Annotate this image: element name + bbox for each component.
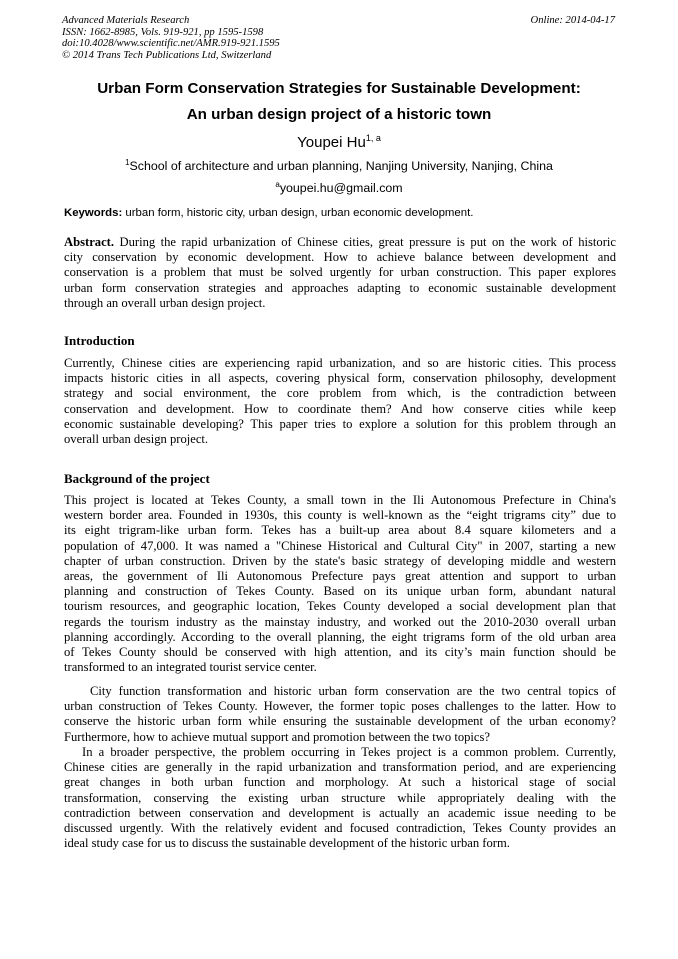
paper-title-line-1: Urban Form Conservation Strategies for Sustainable Development: xyxy=(97,80,581,97)
abstract xyxy=(64,235,616,311)
author-email[interactable]: youpei.hu@gmail.com xyxy=(279,181,403,195)
affiliation-superscript: 1 xyxy=(125,158,130,167)
text-line: conserve the historic urban form while ensuring the sustainable development of the urban economy? xyxy=(64,714,616,729)
background-paragraph-1 xyxy=(64,493,616,675)
text-line: Chinese cities are generally in the rapid urbanization and transformation period, and are experiencing xyxy=(64,760,616,775)
abstract-label: Abstract. xyxy=(64,235,115,249)
author-superscript: 1, a xyxy=(365,133,381,143)
journal-doi[interactable]: doi:10.4028/www.scientific.net/AMR.919-921.1595 xyxy=(62,38,280,50)
text-line: economic sustainable developing? This paper tries to explore a solution for this problem through an xyxy=(64,416,616,431)
author-name: Youpei Hu xyxy=(297,134,366,151)
background-paragraph-3 xyxy=(64,745,616,851)
text-line: overall urban design project. xyxy=(64,431,209,446)
text-line: impacts historic cities in all aspects, covering physical form, conservation philosophy, development xyxy=(64,371,616,386)
text-line: Furthermore, how to achieve mutual support and promotion between the two topics? xyxy=(64,729,490,744)
keywords-text: urban form, historic city, urban design, urban economic development. xyxy=(122,207,474,219)
text-line: areas, the government of Ili Autonomous Prefecture pays great attention and support to urban xyxy=(64,568,616,583)
text-line: of Tekes County should be conserved with high attention, and its city’s main function should be xyxy=(64,644,616,659)
journal-copyright: © 2014 Trans Tech Publications Ltd, Switzerland xyxy=(62,49,272,61)
journal-header xyxy=(62,15,615,61)
introduction-paragraph xyxy=(64,356,616,447)
keywords-label: Keywords: xyxy=(64,207,123,219)
abstract-line: through an overall urban design project. xyxy=(64,295,266,310)
introduction-heading: Introduction xyxy=(64,333,135,348)
author-email-line xyxy=(40,177,638,196)
author xyxy=(40,128,638,153)
text-line: Currently, Chinese cities are experiencing rapid urbanization, and so are historic cities. This process xyxy=(64,356,616,370)
email-superscript: a xyxy=(275,180,280,189)
abstract-line: Abstract. During the rapid urbanization of Chinese cities, great pressure is put on the work of historic xyxy=(64,235,616,249)
text-line: population of 47,000. It was named a "Chinese Historical and Cultural City" in 2007, starting a new xyxy=(64,538,616,553)
keywords xyxy=(64,206,616,220)
text-line: strategy and social environment, the core problem from which, is the contradiction between xyxy=(64,386,616,401)
text-line: its eight trigram-like urban form. Tekes has a built-up area about 8.4 square kilometers and a xyxy=(64,523,616,538)
text-line: urban construction of Tekes County. However, the former topic poses challenges to the latter. How to xyxy=(64,699,616,714)
text-line: ideal study case for us to discuss the sustainable development of the historic urban form. xyxy=(64,836,510,851)
abstract-line: urban form conservation strategies and approaches adapting to economic sustainable development xyxy=(64,280,616,295)
text-line: chapter of urban construction. Driven by the state's basic strategy of developing middle and western xyxy=(64,553,616,568)
text-line: great changes in both urban function and morphology. At such a historical stage of social xyxy=(64,775,616,790)
text-line: planning accordingly. According to the overall planning, the eight trigrams form of the old urban area xyxy=(64,629,616,644)
journal-name: Advanced Materials Research xyxy=(62,15,190,26)
text-line: This project is located at Tekes County, a small town in the Ili Autonomous Prefecture in China's xyxy=(64,493,616,507)
text-line: regards the tourism industry as the mainstay industry, and worked out the 2010-2030 overall urban xyxy=(64,614,616,629)
text-line: western border area. Founded in 1930s, this county is well-known as the “eight trigrams city” due to xyxy=(64,508,616,523)
abstract-line: conservation is a problem that must be solved urgently for urban construction. This paper explores xyxy=(64,265,616,280)
text-line: conservation and development. How to coordinate them? And how conserve cities while keep xyxy=(64,401,616,416)
text-line: In a broader perspective, the problem occurring in Tekes project is a common problem. Currently, xyxy=(82,745,616,759)
text-line: contradiction between conservation and development is actually an academic issue needing to be xyxy=(64,805,616,820)
text-line: transformation, conserving the existing urban structure while appropriately dealing with the xyxy=(64,790,616,805)
online-date: Online: 2014-04-17 xyxy=(530,15,615,26)
text-line: discussed urgently. With the relatively evident and focused contradiction, Tekes County provides an xyxy=(64,820,616,835)
affiliation-institution: School of architecture and urban planning, Nanjing University, Nanjing, China xyxy=(129,159,553,173)
background-heading: Background of the project xyxy=(64,471,210,486)
affiliation xyxy=(40,155,638,174)
background-paragraph-2 xyxy=(64,684,616,745)
text-line: City function transformation and historic urban form conservation are the two central topics of xyxy=(90,684,616,698)
abstract-line: city conservation by economic development. How to achieve balance between development and xyxy=(64,250,616,265)
text-line: planning and construction of Tekes County. Based on its unique urban form, abundant natural xyxy=(64,584,616,599)
text-line: transformed to an integrated tourist service center. xyxy=(64,660,317,675)
paper-title-line-2: An urban design project of a historic town xyxy=(186,106,492,123)
journal-issn: ISSN: 1662-8985, Vols. 919-921, pp 1595-1598 xyxy=(62,26,264,38)
text-line: tourism resources, and geographic location, Tekes County developed a social development plan that xyxy=(64,599,616,614)
